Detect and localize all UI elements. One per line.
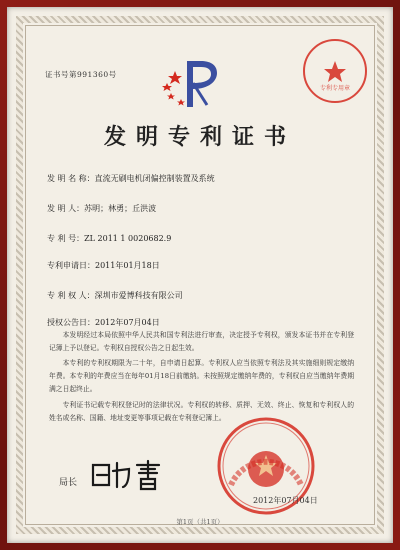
certificate-number: 证书号第991360号 bbox=[45, 70, 117, 79]
director-signature-icon bbox=[89, 455, 169, 495]
field-patent-number: 专 利 号：ZL 2011 1 0020682.9 bbox=[47, 234, 172, 243]
patent-office-logo-icon bbox=[157, 49, 227, 114]
certificate-paper bbox=[7, 7, 393, 543]
page-indicator: 第1页（共1页） bbox=[176, 518, 224, 526]
signing-date: 2012年07月04日 bbox=[253, 496, 318, 505]
body-paragraph-1: 本发明经过本局依照中华人民共和国专利法进行审查，决定授予专利权，颁发本证书并在专利登记簿上予以登记。专利权自授权公告之日起生效。 bbox=[49, 331, 354, 352]
field-invention-name: 发 明 名 称：直流无刷电机闭偏控制装置及系统 bbox=[47, 174, 215, 183]
svg-text:专利专用章: 专利专用章 bbox=[319, 85, 351, 92]
company-seal-icon bbox=[299, 35, 371, 107]
field-inventor: 发 明 人：苏明；林勇；丘洪波 bbox=[47, 204, 157, 213]
field-application-date: 专利申请日：2011年01月18日 bbox=[47, 261, 160, 270]
field-patentee: 专 利 权 人：深圳市爱博科技有限公司 bbox=[47, 291, 183, 300]
director-label: 局长 bbox=[59, 478, 78, 488]
body-paragraph-3: 专利证书记载专利权登记时的法律状况。专利权的转移、质押、无效、终止、恢复和专利权人的姓名或名称、国籍、地址变更等事项记载在专利登记簿上。 bbox=[49, 401, 354, 422]
body-paragraph-2: 本专利的专利权期限为二十年，自申请日起算。专利权人应当依照专利法及其实施细则规定缴纳年费。本专利的年费应当在每年01月18日前缴纳。未按照规定缴纳年费的，专利权自应当缴纳年费期满之日起终止。 bbox=[49, 359, 354, 393]
certificate-title: 发明专利证书 bbox=[103, 124, 296, 150]
field-grant-date: 授权公告日：2012年07月04日 bbox=[47, 318, 160, 327]
